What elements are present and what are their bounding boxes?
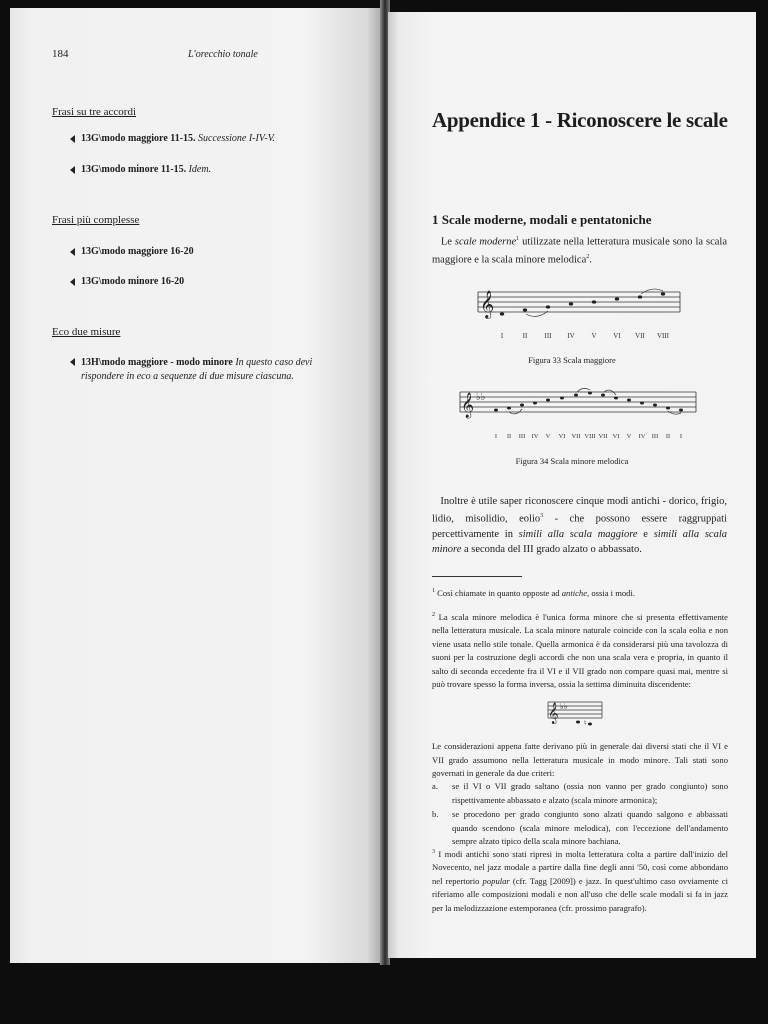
bullet-triangle-icon [70, 248, 75, 256]
list-item: 13G\modo maggiore 16-20 [70, 246, 194, 257]
degree-label: II [522, 332, 528, 340]
diminished-seventh-staff [544, 692, 606, 732]
natural-icon: ♮ [584, 719, 587, 727]
degree-label: IV [638, 433, 646, 440]
appendix-title: Appendice 1 - Riconoscere le scale [432, 108, 728, 132]
degree-label: V [626, 433, 632, 440]
degree-label: VI [558, 433, 566, 440]
bullet-triangle-icon [70, 135, 75, 143]
left-page [10, 8, 382, 963]
degree-label: VII [598, 433, 608, 440]
degree-label: I [500, 332, 504, 340]
degree-label: VIII [656, 332, 670, 340]
treble-clef-icon: 𝄞 [548, 703, 559, 723]
section-title: 1 Scale moderne, modali e pentatoniche [432, 212, 652, 227]
footnote-2: $^2$ La scala minore melodica è l'unica forma minore che si presenta effettivamente nella letteratura musicale. La scala minore naturale coincide con la scala eolia e non viene usata nello stile tonale. Quella armonica è da considerarsi più una tavolozza di suoni per la costruzione degli accordi che non una scala vera e propria, in quanto il salto di seconda eccedente fra il VI e il VII grado non compare quasi mai, mentre si può trovare spesso la forma inversa, ossia la settima diminuita discendente: [432, 611, 728, 690]
treble-clef-icon: 𝄞 [461, 392, 475, 417]
section-heading: Frasi più complesse [52, 214, 140, 226]
flat-icon: ♭♭ [560, 702, 568, 711]
degree-label: IV [567, 332, 575, 340]
degree-label: VII [571, 433, 581, 440]
degree-label: III [651, 433, 659, 440]
degree-label: II [665, 433, 671, 440]
degree-label: III [544, 332, 552, 340]
considerations-paragraph: Le considerazioni appena fatte derivano più in generale dai diversi stati che il VI e VII grado assumono nella letteratura musicale in modo minore. Tali stati sono governati in generale da due criteri: [432, 741, 728, 778]
bullet-triangle-icon [70, 166, 75, 174]
modes-paragraph: Inoltre è utile saper riconoscere cinque modi antichi - dorico, frigio, lidio, misolidio, eolio$^3$ - che possono essere raggruppati percettivamente in simili alla scala maggiore e simili alla scala minore a seconda del III grado alzato o abbassato. [432, 496, 728, 555]
scale-notes [494, 392, 683, 412]
figure-33-caption: Figura 33 Scala maggiore [528, 355, 616, 365]
section-heading: Eco due misure [52, 326, 121, 338]
footnote-1: $^1$ Così chiamate in quanto opposte ad antiche, ossia i modi. [432, 587, 636, 598]
footnote-3: $^3$ I modi antichi sono stati ripresi in molta letteratura colta a partire dall'inizio del Novecento, nel jazz modale a partire dalla fine degli anni '50, così come abbondano nel repertorio popular (cfr. Tagg [2009]) e jazz. In quest'ultimo caso ovviamente ci riferiamo alle composizioni modali e non all'uso che delle scale modali si fa in jazz per la melodizzazione estemporanea (cfr. prossimo paragrafo). [432, 848, 728, 913]
intro-paragraph: Le scale moderne$^1$ utilizzate nella letteratura musicale sono la scala maggiore e la scala minore melodica$^2$. [432, 236, 727, 265]
list-item: a. se il VI o VII grado saltano (ossia non vanno per grado congiunto) sono rispettivamente abbassato e alzato (scala minore armonica); [432, 781, 728, 805]
degree-label: II [506, 433, 512, 440]
degree-label: IV [531, 433, 539, 440]
bullet-triangle-icon [70, 358, 75, 366]
list-item: 13G\modo minore 16-20 [70, 276, 184, 287]
list-item: 13G\modo minore 11-15. Idem. [70, 164, 211, 175]
degree-label: III [518, 433, 526, 440]
flat-icon: ♭♭ [476, 392, 486, 403]
running-head: L'orecchio tonale [188, 49, 258, 60]
page-number: 184 [52, 48, 69, 60]
degree-label: V [545, 433, 551, 440]
degree-label: VI [613, 332, 621, 340]
figure-34-staff [452, 378, 702, 446]
degree-label: I [679, 433, 683, 440]
treble-clef-icon: 𝄞 [480, 292, 495, 318]
list-item: 13H\modo maggiore - modo minore In questo caso devi rispondere in eco a sequenze di due misure ciascuna. [70, 356, 332, 384]
section-heading: Frasi su tre accordi [52, 106, 136, 118]
degree-label: VI [612, 433, 620, 440]
degree-label: VIII [584, 433, 596, 440]
right-page [388, 12, 756, 958]
degree-label: I [494, 433, 498, 440]
bullet-triangle-icon [70, 278, 75, 286]
figure-34-caption: Figura 34 Scala minore melodica [515, 456, 629, 466]
figure-33-staff [458, 274, 688, 346]
list-item: b. se procedono per grado congiunto sono alzati quando salgono e abbassati quando scendono (scala minore melodica), con l'eccezione dell'andamento sempre alzato tipico della scala minore bachiana. [432, 809, 728, 846]
list-item: 13G\modo maggiore 11-15. Successione I-IV-V. [70, 133, 275, 144]
degree-label: VII [635, 332, 645, 340]
degree-label: V [591, 332, 597, 340]
footnote-rule [432, 576, 522, 577]
